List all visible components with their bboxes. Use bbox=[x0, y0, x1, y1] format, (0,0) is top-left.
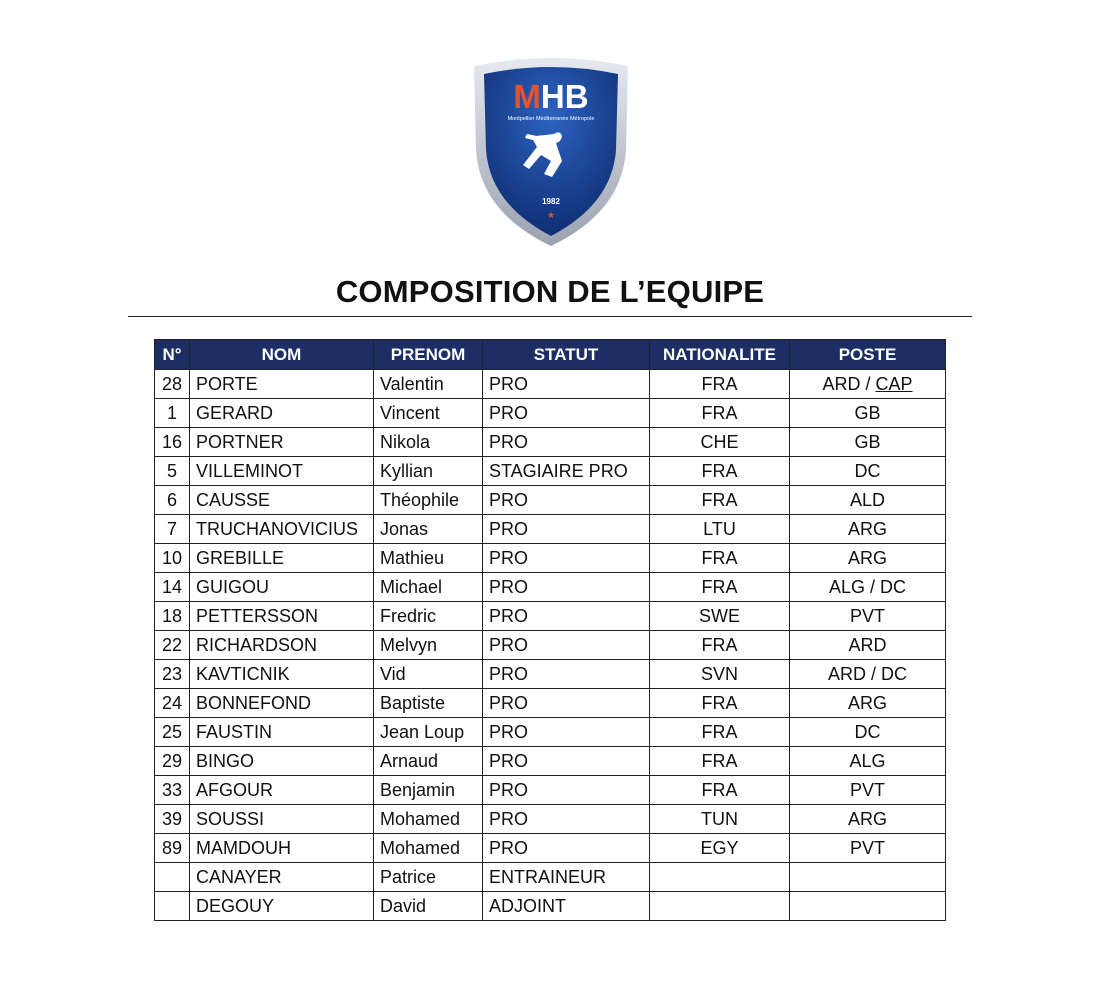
cell-statut-text: PRO bbox=[489, 402, 529, 423]
table-row bbox=[155, 805, 946, 834]
table-row bbox=[155, 689, 946, 718]
cell-nom-text: DEGOUY bbox=[196, 895, 275, 916]
header-prenom: PRENOM bbox=[374, 340, 483, 370]
cell-nationalite bbox=[650, 776, 790, 805]
cell-prenom bbox=[374, 863, 483, 892]
cell-num-text: 89 bbox=[161, 837, 183, 858]
cell-poste-text: PVT bbox=[849, 779, 885, 800]
cell-nom bbox=[190, 457, 374, 486]
cell-prenom-text: Kyllian bbox=[380, 460, 434, 481]
cell-num bbox=[155, 834, 190, 863]
cell-poste bbox=[790, 747, 946, 776]
cell-prenom bbox=[374, 718, 483, 747]
cell-poste bbox=[790, 515, 946, 544]
cell-nom bbox=[190, 892, 374, 921]
cell-nationalite bbox=[650, 602, 790, 631]
cell-poste-text: ARG bbox=[847, 808, 887, 829]
cell-poste bbox=[790, 486, 946, 515]
cell-statut bbox=[483, 776, 650, 805]
cell-statut bbox=[483, 399, 650, 428]
cell-nom-text: CAUSSE bbox=[196, 489, 271, 510]
cell-prenom bbox=[374, 892, 483, 921]
cell-prenom-text: David bbox=[380, 895, 427, 916]
header-nom: NOM bbox=[190, 340, 374, 370]
cell-nom-text: GUIGOU bbox=[196, 576, 270, 597]
cell-nationalite-text: LTU bbox=[703, 518, 736, 539]
cell-nationalite bbox=[650, 370, 790, 399]
cell-poste-text: PVT bbox=[849, 605, 885, 626]
cell-nom bbox=[190, 776, 374, 805]
logo-brand-text: MHB bbox=[513, 78, 589, 115]
cell-nationalite bbox=[650, 718, 790, 747]
cell-nom-text: TRUCHANOVICIUS bbox=[196, 518, 359, 539]
cell-prenom bbox=[374, 631, 483, 660]
cell-num bbox=[155, 602, 190, 631]
cell-statut bbox=[483, 486, 650, 515]
cell-prenom bbox=[374, 602, 483, 631]
cell-nationalite-text: FRA bbox=[701, 402, 738, 423]
cell-statut bbox=[483, 515, 650, 544]
cell-nationalite-text: SWE bbox=[698, 605, 740, 626]
roster-body bbox=[155, 370, 946, 921]
cell-nom-text: RICHARDSON bbox=[196, 634, 318, 655]
cell-statut bbox=[483, 747, 650, 776]
table-header-row bbox=[155, 340, 946, 370]
cell-statut-text: PRO bbox=[489, 750, 529, 771]
cell-nom bbox=[190, 689, 374, 718]
cell-prenom bbox=[374, 370, 483, 399]
cell-nationalite bbox=[650, 747, 790, 776]
cell-nom-text: PORTE bbox=[196, 373, 258, 394]
cell-poste bbox=[790, 718, 946, 747]
cell-poste bbox=[790, 892, 946, 921]
cell-prenom bbox=[374, 399, 483, 428]
cell-nationalite-text: FRA bbox=[701, 547, 738, 568]
table-row bbox=[155, 573, 946, 602]
cell-num-text: 24 bbox=[161, 692, 183, 713]
cell-nom-text: GREBILLE bbox=[196, 547, 285, 568]
cell-prenom bbox=[374, 776, 483, 805]
header-nationalite: NATIONALITE bbox=[650, 340, 790, 370]
cell-nationalite bbox=[650, 689, 790, 718]
cell-nom bbox=[190, 747, 374, 776]
cell-statut bbox=[483, 428, 650, 457]
cell-prenom-text: Michael bbox=[380, 576, 443, 597]
cell-statut-text: ADJOINT bbox=[489, 895, 567, 916]
cell-poste bbox=[790, 544, 946, 573]
cell-prenom-text: Vid bbox=[380, 663, 406, 684]
cell-num bbox=[155, 776, 190, 805]
table-row bbox=[155, 370, 946, 399]
table-row bbox=[155, 834, 946, 863]
cell-num bbox=[155, 718, 190, 747]
cell-prenom-text: Jean Loup bbox=[380, 721, 465, 742]
cell-prenom bbox=[374, 805, 483, 834]
cell-poste-text: ALG / DC bbox=[828, 576, 907, 597]
cell-poste-text: ARG bbox=[847, 692, 887, 713]
cell-statut-text: PRO bbox=[489, 837, 529, 858]
cell-prenom bbox=[374, 660, 483, 689]
cell-statut-text: PRO bbox=[489, 373, 529, 394]
header-poste: POSTE bbox=[790, 340, 946, 370]
cell-statut bbox=[483, 718, 650, 747]
cell-poste-text: ALD bbox=[849, 489, 885, 510]
cell-num-text: 14 bbox=[161, 576, 183, 597]
cell-prenom bbox=[374, 544, 483, 573]
cell-statut-text: PRO bbox=[489, 431, 529, 452]
cell-poste-text: ARD bbox=[848, 634, 887, 655]
cell-nationalite-text: FRA bbox=[701, 576, 738, 597]
table-row bbox=[155, 776, 946, 805]
cell-nom bbox=[190, 718, 374, 747]
cell-statut bbox=[483, 457, 650, 486]
cell-prenom bbox=[374, 515, 483, 544]
cell-statut bbox=[483, 544, 650, 573]
cell-nationalite bbox=[650, 428, 790, 457]
logo-subtitle: Montpellier Méditerranée Métropole bbox=[507, 116, 595, 122]
cell-nationalite-text: FRA bbox=[701, 460, 738, 481]
cell-num bbox=[155, 428, 190, 457]
cell-nationalite bbox=[650, 863, 790, 892]
cell-poste bbox=[790, 370, 946, 399]
cell-nom-text: CANAYER bbox=[196, 866, 282, 887]
cell-nom bbox=[190, 660, 374, 689]
cell-poste bbox=[790, 834, 946, 863]
header-statut: STATUT bbox=[483, 340, 650, 370]
cell-statut bbox=[483, 602, 650, 631]
cell-nationalite-text: FRA bbox=[701, 692, 738, 713]
table-row bbox=[155, 892, 946, 921]
cell-statut-text: STAGIAIRE PRO bbox=[489, 460, 628, 481]
cell-nom-text: BINGO bbox=[196, 750, 255, 771]
cell-nom-text: PORTNER bbox=[196, 431, 284, 452]
cell-poste bbox=[790, 399, 946, 428]
cell-poste-text: ARD / bbox=[822, 373, 876, 394]
shield-icon bbox=[462, 52, 640, 248]
cell-nom bbox=[190, 863, 374, 892]
cell-poste bbox=[790, 689, 946, 718]
cell-poste-text: GB bbox=[854, 431, 881, 452]
table-row bbox=[155, 718, 946, 747]
cell-statut bbox=[483, 573, 650, 602]
cell-num bbox=[155, 370, 190, 399]
cell-num bbox=[155, 457, 190, 486]
cell-nationalite-text: FRA bbox=[701, 489, 738, 510]
table-row bbox=[155, 457, 946, 486]
cell-nationalite-text: FRA bbox=[701, 750, 738, 771]
cell-statut bbox=[483, 689, 650, 718]
cell-num bbox=[155, 399, 190, 428]
cell-prenom-text: Nikola bbox=[380, 431, 431, 452]
cell-nationalite bbox=[650, 544, 790, 573]
cell-num-text: 22 bbox=[161, 634, 183, 655]
cell-nom-text: GERARD bbox=[196, 402, 274, 423]
cell-prenom bbox=[374, 428, 483, 457]
cell-prenom-text: Théophile bbox=[380, 489, 460, 510]
cell-nom-text: KAVTICNIK bbox=[196, 663, 290, 684]
cell-statut-text: PRO bbox=[489, 576, 529, 597]
cell-poste-text: DC bbox=[854, 460, 881, 481]
cell-num-text: 5 bbox=[166, 460, 177, 481]
cell-prenom-text: Melvyn bbox=[380, 634, 438, 655]
cell-prenom-text: Mathieu bbox=[380, 547, 445, 568]
cell-nationalite bbox=[650, 486, 790, 515]
cell-poste bbox=[790, 660, 946, 689]
cell-prenom-text: Valentin bbox=[380, 373, 444, 394]
cell-statut bbox=[483, 834, 650, 863]
cell-num bbox=[155, 892, 190, 921]
cell-nationalite bbox=[650, 399, 790, 428]
cell-nationalite-text: FRA bbox=[701, 721, 738, 742]
cell-num-text: 6 bbox=[166, 489, 177, 510]
title-divider bbox=[128, 316, 972, 317]
table-row bbox=[155, 602, 946, 631]
cell-nationalite bbox=[650, 834, 790, 863]
cell-num-text: 7 bbox=[166, 518, 177, 539]
cell-num bbox=[155, 486, 190, 515]
table-row bbox=[155, 486, 946, 515]
cell-statut bbox=[483, 631, 650, 660]
cell-nom-text: AFGOUR bbox=[196, 779, 274, 800]
cell-statut-text: PRO bbox=[489, 605, 529, 626]
cell-nom bbox=[190, 544, 374, 573]
cell-prenom-text: Fredric bbox=[380, 605, 437, 626]
cell-num bbox=[155, 660, 190, 689]
cell-statut bbox=[483, 370, 650, 399]
cell-prenom bbox=[374, 747, 483, 776]
captain-badge: CAP bbox=[875, 373, 913, 394]
cell-nationalite bbox=[650, 515, 790, 544]
cell-num bbox=[155, 805, 190, 834]
cell-nationalite bbox=[650, 805, 790, 834]
cell-prenom-text: Mohamed bbox=[380, 808, 461, 829]
table-row bbox=[155, 428, 946, 457]
cell-statut-text: PRO bbox=[489, 547, 529, 568]
cell-nom bbox=[190, 805, 374, 834]
table-row bbox=[155, 863, 946, 892]
cell-statut-text: PRO bbox=[489, 634, 529, 655]
cell-prenom-text: Mohamed bbox=[380, 837, 461, 858]
cell-poste-text: PVT bbox=[849, 837, 885, 858]
table-row bbox=[155, 515, 946, 544]
cell-num-text: 10 bbox=[161, 547, 183, 568]
table-row bbox=[155, 544, 946, 573]
cell-statut-text: PRO bbox=[489, 692, 529, 713]
cell-nom bbox=[190, 399, 374, 428]
cell-nationalite-text: TUN bbox=[701, 808, 738, 829]
cell-poste bbox=[790, 631, 946, 660]
cell-prenom-text: Arnaud bbox=[380, 750, 439, 771]
cell-poste bbox=[790, 863, 946, 892]
cell-nationalite-text: FRA bbox=[701, 779, 738, 800]
cell-nationalite-text: SVN bbox=[700, 663, 738, 684]
cell-statut-text: PRO bbox=[489, 779, 529, 800]
cell-num-text: 18 bbox=[161, 605, 183, 626]
cell-nationalite bbox=[650, 892, 790, 921]
cell-prenom bbox=[374, 457, 483, 486]
cell-num-text: 1 bbox=[166, 402, 177, 423]
cell-poste-text: GB bbox=[854, 402, 881, 423]
cell-statut bbox=[483, 660, 650, 689]
page-title: COMPOSITION DE L’EQUIPE bbox=[335, 274, 765, 309]
cell-poste-text: ARG bbox=[847, 547, 887, 568]
cell-prenom-text: Vincent bbox=[380, 402, 440, 423]
cell-nom bbox=[190, 515, 374, 544]
cell-num-text: 29 bbox=[161, 750, 183, 771]
cell-prenom-text: Benjamin bbox=[380, 779, 456, 800]
cell-nom-text: SOUSSI bbox=[196, 808, 265, 829]
cell-nom bbox=[190, 573, 374, 602]
cell-num bbox=[155, 515, 190, 544]
cell-poste-text: DC bbox=[854, 721, 881, 742]
cell-statut bbox=[483, 805, 650, 834]
cell-num bbox=[155, 747, 190, 776]
cell-prenom-text: Jonas bbox=[380, 518, 429, 539]
cell-num-text: 25 bbox=[161, 721, 183, 742]
cell-nationalite bbox=[650, 631, 790, 660]
cell-nom-text: FAUSTIN bbox=[196, 721, 273, 742]
cell-num bbox=[155, 631, 190, 660]
table-row bbox=[155, 747, 946, 776]
cell-num bbox=[155, 863, 190, 892]
cell-poste bbox=[790, 573, 946, 602]
cell-statut-text: PRO bbox=[489, 721, 529, 742]
cell-nationalite-text: EGY bbox=[700, 837, 739, 858]
cell-poste-text: ARD / DC bbox=[827, 663, 907, 684]
cell-nom-text: PETTERSSON bbox=[196, 605, 319, 626]
cell-prenom bbox=[374, 834, 483, 863]
table-row bbox=[155, 399, 946, 428]
cell-statut-text: ENTRAINEUR bbox=[489, 866, 607, 887]
star-icon: ★ bbox=[546, 210, 556, 220]
cell-poste bbox=[790, 776, 946, 805]
cell-nationalite-text: FRA bbox=[701, 373, 738, 394]
cell-prenom-text: Baptiste bbox=[380, 692, 446, 713]
cell-num bbox=[155, 544, 190, 573]
cell-nationalite bbox=[650, 660, 790, 689]
club-logo bbox=[462, 52, 640, 248]
cell-nationalite-text: FRA bbox=[701, 634, 738, 655]
table-row bbox=[155, 660, 946, 689]
cell-poste-text: ARG bbox=[847, 518, 887, 539]
cell-statut-text: PRO bbox=[489, 518, 529, 539]
cell-num-text: 39 bbox=[161, 808, 183, 829]
cell-nationalite bbox=[650, 457, 790, 486]
cell-nom bbox=[190, 486, 374, 515]
cell-num-text: 23 bbox=[161, 663, 183, 684]
cell-prenom-text: Patrice bbox=[380, 866, 437, 887]
roster-table bbox=[154, 339, 946, 921]
cell-num-text: 28 bbox=[161, 373, 183, 394]
cell-poste bbox=[790, 805, 946, 834]
table-row bbox=[155, 631, 946, 660]
cell-nom bbox=[190, 631, 374, 660]
cell-nationalite-text: CHE bbox=[700, 431, 739, 452]
cell-nom bbox=[190, 602, 374, 631]
cell-nom-text: BONNEFOND bbox=[196, 692, 312, 713]
cell-num bbox=[155, 573, 190, 602]
cell-prenom bbox=[374, 689, 483, 718]
header-num: N° bbox=[155, 340, 190, 370]
cell-statut-text: PRO bbox=[489, 663, 529, 684]
cell-nom bbox=[190, 428, 374, 457]
cell-nom-text: MAMDOUH bbox=[196, 837, 291, 858]
cell-nom bbox=[190, 370, 374, 399]
cell-num-text: 33 bbox=[161, 779, 183, 800]
cell-statut-text: PRO bbox=[489, 808, 529, 829]
cell-nom bbox=[190, 834, 374, 863]
cell-poste bbox=[790, 602, 946, 631]
cell-prenom bbox=[374, 573, 483, 602]
cell-statut-text: PRO bbox=[489, 489, 529, 510]
cell-num bbox=[155, 689, 190, 718]
cell-nationalite bbox=[650, 573, 790, 602]
logo-year: 1982 bbox=[542, 197, 560, 206]
cell-poste bbox=[790, 457, 946, 486]
cell-statut bbox=[483, 863, 650, 892]
cell-prenom bbox=[374, 486, 483, 515]
cell-statut bbox=[483, 892, 650, 921]
cell-nom-text: VILLEMINOT bbox=[196, 460, 304, 481]
cell-num-text: 16 bbox=[161, 431, 183, 452]
cell-poste-text: ALG bbox=[849, 750, 886, 771]
cell-poste bbox=[790, 428, 946, 457]
